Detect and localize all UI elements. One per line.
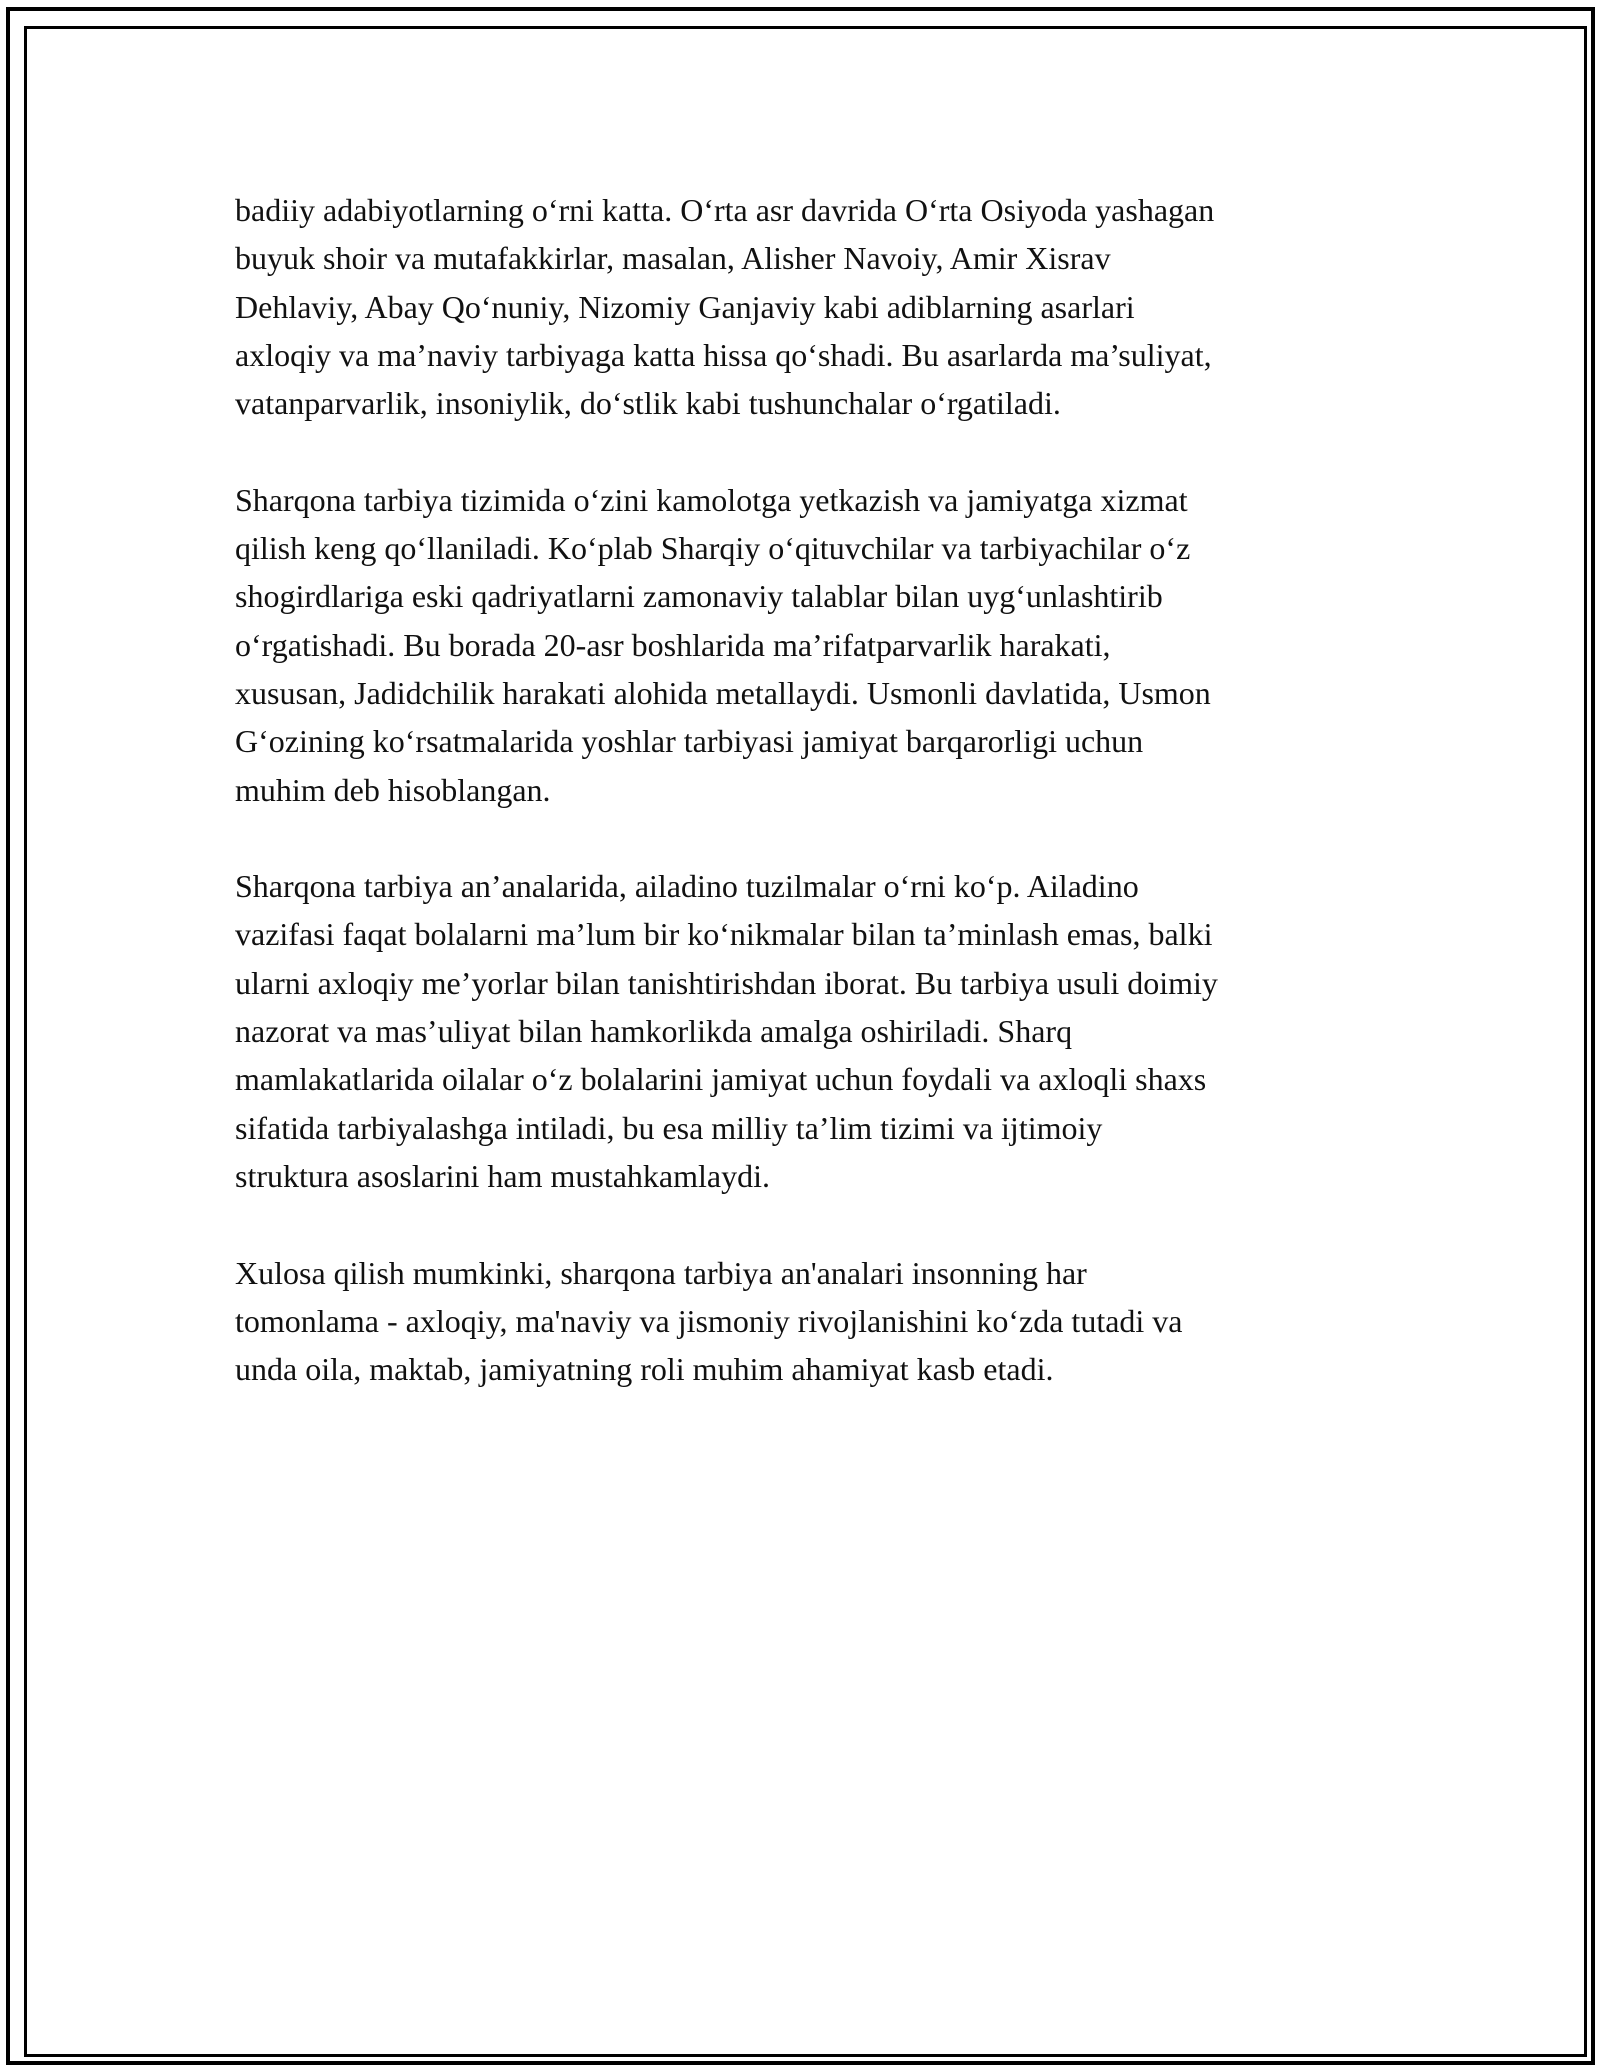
text-line: sifatida tarbiyalashga intiladi, bu esa milliy ta’lim tizimi va ijtimoiy <box>235 1109 1103 1146</box>
text-line: Sharqona tarbiya tizimida o‘zini kamolotga yetkazish va jamiyatga xizmat <box>235 481 1188 518</box>
paragraph-family-structures <box>235 862 1385 1200</box>
text-line: tomonlama - axloqiy, ma'naviy va jismoniy rivojlanishini ko‘zda tutadi va <box>235 1302 1183 1339</box>
paragraph-education-system <box>235 476 1385 814</box>
text-line: nazorat va mas’uliyat bilan hamkorlikda amalga oshiriladi. Sharq <box>235 1013 1073 1050</box>
text-line: Sharqona tarbiya an’analarida, ailadino tuzilmalar o‘rni ko‘p. Ailadino <box>235 868 1139 905</box>
text-line: unda oila, maktab, jamiyatning roli muhim ahamiyat kasb etadi. <box>235 1351 1054 1388</box>
text-line: badiiy adabiyotlarning o‘rni katta. O‘rta asr davrida O‘rta Osiyoda yashagan <box>235 192 1215 228</box>
paragraph-literature <box>235 186 1385 427</box>
text-line: xususan, Jadidchilik harakati alohida metallaydi. Usmonli davlatida, Usmon <box>235 674 1211 711</box>
text-line: buyuk shoir va mutafakkirlar, masalan, Alisher Navoiy, Amir Xisrav <box>235 240 1111 277</box>
text-line: ularni axloqiy me’yorlar bilan tanishtirishdan iborat. Bu tarbiya usuli doimiy <box>235 964 1218 1001</box>
text-line: o‘rgatishadi. Bu borada 20-asr boshlarida ma’rifatparvarlik harakati, <box>235 626 1111 663</box>
text-line: struktura asoslarini ham mustahkamlaydi. <box>235 1157 770 1194</box>
text-line: vatanparvarlik, insoniylik, do‘stlik kabi tushunchalar o‘rgatiladi. <box>235 385 1061 422</box>
text-line: muhim deb hisoblangan. <box>235 771 551 808</box>
text-line: axloqiy va ma’naviy tarbiyaga katta hissa qo‘shadi. Bu asarlarda ma’suliyat, <box>235 336 1212 373</box>
text-line: G‘ozining ko‘rsatmalarida yoshlar tarbiyasi jamiyat barqarorligi uchun <box>235 723 1144 760</box>
document-body <box>235 186 1385 1393</box>
text-line: vazifasi faqat bolalarni ma’lum bir ko‘nikmalar bilan ta’minlash emas, balki <box>235 916 1213 953</box>
text-line: qilish keng qo‘llaniladi. Ko‘plab Sharqiy o‘qituvchilar va tarbiyachilar o‘z <box>235 530 1191 567</box>
paragraph-conclusion <box>235 1249 1385 1394</box>
text-line: shogirdlariga eski qadriyatlarni zamonaviy talablar bilan uyg‘unlashtirib <box>235 578 1163 615</box>
text-line: Dehlaviy, Abay Qo‘nuniy, Nizomiy Ganjaviy kabi adiblarning asarlari <box>235 288 1135 325</box>
text-line: Xulosa qilish mumkinki, sharqona tarbiya an'analari insonning har <box>235 1254 1087 1291</box>
text-line: mamlakatlarida oilalar o‘z bolalarini jamiyat uchun foydali va axloqli shaxs <box>235 1061 1207 1098</box>
